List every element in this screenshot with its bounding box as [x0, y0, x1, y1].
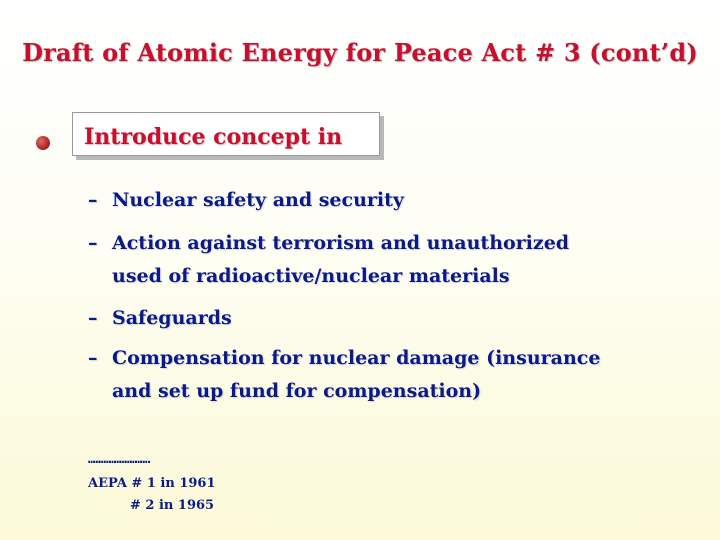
dash: –	[88, 189, 98, 211]
bullet-dot-icon	[36, 136, 50, 150]
sub-bullet-1-line-1: Nuclear safety and security	[112, 189, 404, 211]
sub-bullet-2-line-1: Action against terrorism and unauthorized	[112, 232, 570, 254]
separator-dots: …………………………….	[88, 452, 151, 466]
sub-bullet-3-line-1: Safeguards	[112, 307, 232, 329]
sub-bullet-4-line-1: Compensation for nuclear damage (insurance	[112, 347, 601, 369]
sub-bullet-2	[88, 227, 569, 293]
footnote-line-1: AEPA # 1 in 1961	[88, 476, 216, 491]
dash: –	[88, 307, 98, 329]
sub-bullet-3	[88, 302, 232, 335]
main-bullet-text: Introduce concept in	[84, 124, 343, 150]
dash: –	[88, 232, 98, 254]
footnote-line-2: # 2 in 1965	[130, 498, 215, 513]
dash: –	[88, 347, 98, 369]
sub-bullet-1	[88, 184, 404, 217]
slide-title: Draft of Atomic Energy for Peace Act # 3 (cont’d)	[22, 38, 698, 67]
sub-bullet-2-line-2: used of radioactive/nuclear materials	[112, 265, 510, 287]
sub-bullet-4-line-2: and set up fund for compensation)	[112, 380, 482, 402]
sub-bullet-4	[88, 342, 600, 408]
